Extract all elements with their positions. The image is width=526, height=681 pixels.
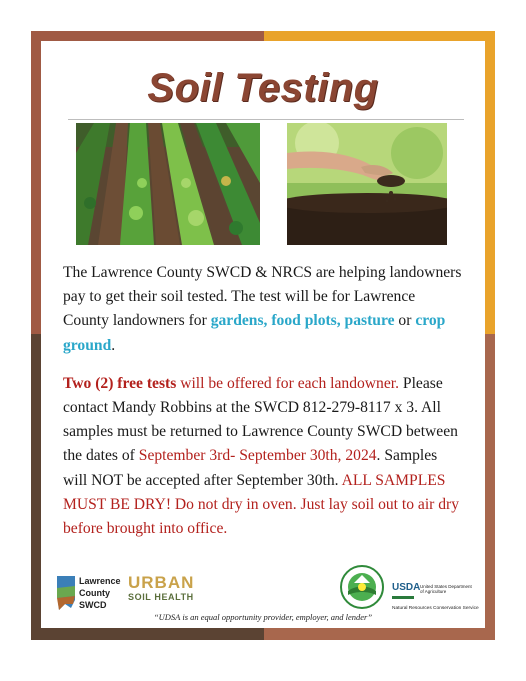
soil-health-word: SOIL HEALTH xyxy=(128,592,194,602)
contact-text: Please contact Mandy Robbins at the SWCD 812-279-8117 x 3. All samples must be returned to Lawrence County SWCD between the dates of xyxy=(63,374,458,465)
usda-department-text: United States Department of Agriculture xyxy=(420,584,472,595)
deadline-text: . Samples will NOT be accepted after September 30th. xyxy=(63,447,438,489)
page-title: Soil Testing xyxy=(147,66,379,110)
dry-warning: ALL SAMPLES MUST BE DRY! Do not dry in oven. Just lay soil out to air dry before brought into office. xyxy=(63,471,460,538)
vegetable-garden-photo xyxy=(76,123,260,245)
equal-opportunity-note: “UDSA is an equal opportunity provider, employer, and lender” xyxy=(153,612,373,622)
land-uses-highlight: gardens, food plots, pasture xyxy=(210,312,395,330)
body-text xyxy=(63,261,463,541)
lawrence-logo-line2: County xyxy=(79,588,110,598)
urban-soil-health-logo xyxy=(128,574,202,606)
intro-paragraph xyxy=(63,261,463,358)
free-tests-highlight: Two (2) free tests xyxy=(63,374,177,392)
or-text: or xyxy=(394,312,416,330)
usda-nrcs-logo xyxy=(390,580,480,614)
free-tests-rest: will be offered for each landowner. xyxy=(176,374,400,392)
details-paragraph xyxy=(63,372,463,541)
lawrence-logo-line1: Lawrence xyxy=(79,576,121,586)
intro-text: The Lawrence County SWCD & NRCS are helping landowners pay to get their soil tested. The test will be for Lawrence County landowners for xyxy=(63,264,462,330)
intro-end: . xyxy=(111,336,116,354)
hand-soil-photo xyxy=(287,123,447,245)
watershed-project-logo xyxy=(340,565,384,609)
urban-logo-word: URBAN xyxy=(128,573,195,592)
lawrence-county-swcd-logo xyxy=(55,572,125,614)
date-range-highlight: September 3rd- September 30th, 2024 xyxy=(138,447,377,465)
nrcs-text: Natural Resources Conservation Service xyxy=(392,606,479,611)
usda-mark: USDA xyxy=(392,582,421,593)
usda-logo-bar xyxy=(392,596,414,599)
title-divider xyxy=(68,119,464,120)
lawrence-logo-line3: SWCD xyxy=(79,600,107,610)
crop-ground-highlight: crop ground xyxy=(63,312,446,354)
